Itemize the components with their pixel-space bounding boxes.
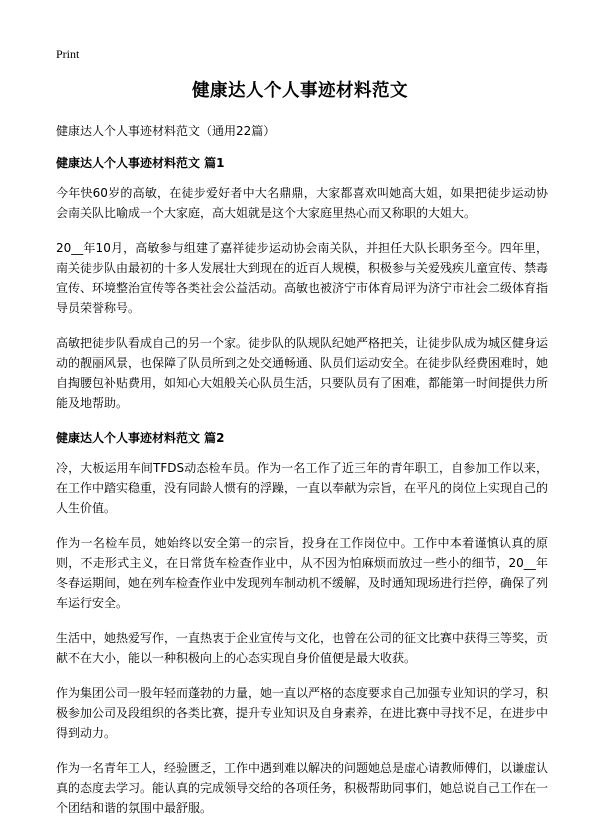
document-subtitle: 健康达人个人事迹材料范文（通用22篇） [56, 124, 276, 138]
section-2 [56, 428, 548, 818]
paragraph: 作为一名检车员，她始终以安全第一的宗旨，投身在工作岗位中。工作中本着谨慎认真的原则，不走形式主义，在日常货车检查作业中，从不因为怕麻烦而放过一些小的细节，20__年冬春运期间，她在列车检查作业中发现列车制动机不缓解，及时通知现场进行拦停，确保了列车运行安全。 [56, 536, 549, 610]
section-heading: 健康达人个人事迹材料范文 篇2 [56, 431, 225, 445]
paragraph: 作为集团公司一股年轻而蓬勃的力量，她一直以严格的态度要求自己加强专业知识的学习，积极参加公司及段组织的各类比赛，提升专业知识及自身素养，在进比赛中寻找不足，在进步中得到动力。 [56, 686, 549, 740]
paragraph: 作为一名青年工人，经验匮乏，工作中遇到难以解决的问题她总是虚心请教师傅们，以谦虚认真的态度去学习。能认真的完成领导交给的各项任务，积极帮助同事们，她总说自己工作在一个团结和谐的氛围中最舒服。 [56, 761, 549, 815]
document-body [56, 121, 548, 833]
page-title: 健康达人个人事迹材料范文 [192, 81, 408, 101]
paragraph: 20__年10月，高敏参与组建了嘉祥徒步运动协会南关队，并担任大队长职务至今。四年里，南关徒步队由最初的十多人发展壮大到现在的近百人规模，积极参与关爱残疾儿童宣传、禁毒宣传、环境整治宣传等各类社会公益活动。高敏也被济宁市体育局评为济宁市社会二级体育指导员荣誉称号。 [56, 241, 549, 315]
paragraph: 今年快60岁的高敏，在徒步爱好者中大名鼎鼎，大家都喜欢叫她高大姐，如果把徒步运动协会南关队比喻成一个大家庭，高大姐就是这个大家庭里热心而又称职的大姐大。 [56, 186, 548, 220]
print-link[interactable]: Print [56, 47, 80, 61]
paragraph: 冷，大板运用车间TFDS动态检车员。作为一名工作了近三年的青年职工，自参加工作以来，在工作中踏实稳重，没有同龄人惯有的浮躁，一直以奉献为宗旨，在平凡的岗位上实现自己的人生价值。 [56, 461, 549, 515]
section-1 [56, 153, 548, 413]
paragraph: 高敏把徒步队看成自己的另一个家。徒步队的队规队纪她严格把关，让徒步队成为城区健身运动的靓丽风景，也保障了队员所到之处交通畅通、队员们运动安全。在徒步队经费困难时，她自掏腰包补贴费用，如知心大姐般关心队员生活，只要队员有了困难，都能第一时间提供力所能及地帮助。 [56, 336, 549, 410]
section-heading: 健康达人个人事迹材料范文 篇1 [56, 156, 225, 170]
paragraph: 生活中，她热爱写作，一直热衷于企业宣传与文化，也曾在公司的征文比赛中获得三等奖，贡献不在大小，能以一种积极向上的心态实现自身价值便是最大收获。 [56, 631, 549, 665]
